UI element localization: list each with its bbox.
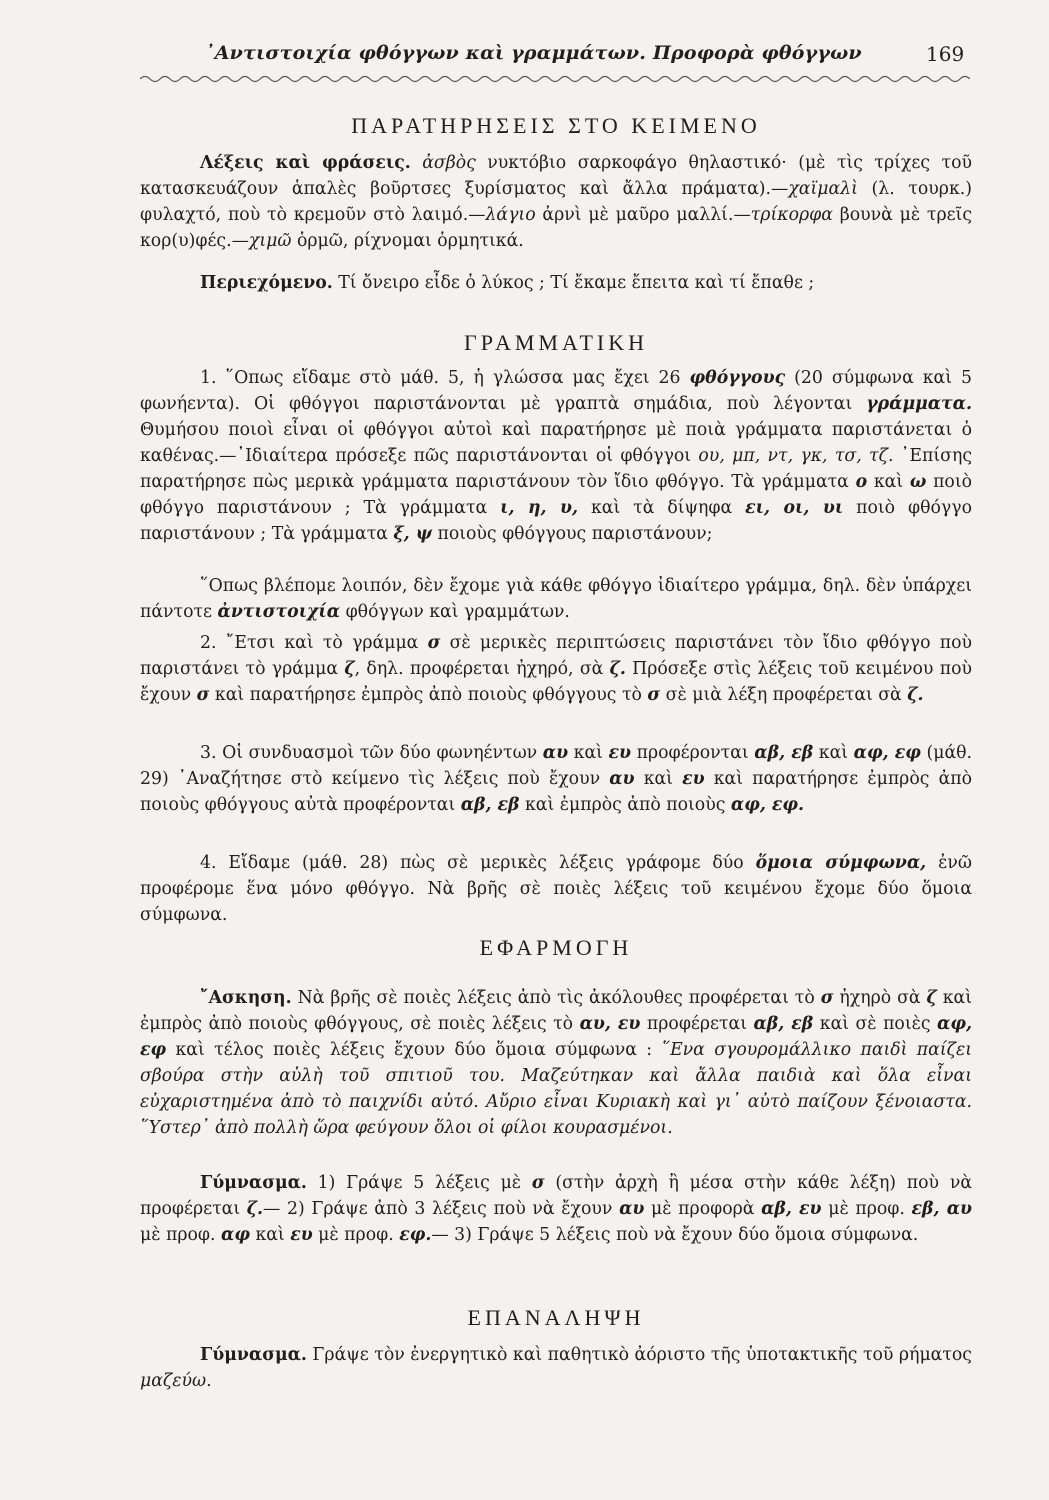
letters: ευ (608, 743, 632, 763)
term: χιμῶ (248, 231, 292, 251)
text-run: καὶ παρατήρησε ἐμπρὸς ἀπὸ ποιοὺς φθόγγους τὸ (209, 685, 648, 705)
wavy-rule (140, 72, 970, 86)
letters: αφ, εφ. (730, 795, 805, 815)
text-run: μὲ προφ. (140, 1225, 222, 1245)
section-heading-notes: ΠΑΡΑΤΗΡΗΣΕΙΣ ΣΤΟ ΚΕΙΜΕΝΟ (351, 113, 761, 138)
text-run: — 3) Γράψε 5 λέξεις ποὺ νὰ ἔχουν δύο ὅμοια σύμφωνα. (431, 1225, 919, 1245)
text-run: καὶ ἐμπρὸς ἀπὸ ποιοὺς φθόγγους, σὲ ποιὲς λέξεις τὸ (140, 988, 972, 1034)
term: τρίκορφα (750, 205, 833, 225)
letters: αυ (619, 1199, 645, 1219)
text-run: 1. ῞Οπως εἴδαμε στὸ μάθ. 5, ἡ γλώσσα μας ἔχει 26 (200, 368, 690, 388)
text-run: Πρόσεξε στὶς λέξεις τοῦ κειμένου ποὺ ἔχουν (140, 659, 972, 705)
text-run: Θυμήσου ποιοὶ εἶναι οἱ φθόγγοι αὐτοὶ καὶ παρατήρησε μὲ ποιὰ γράμματα παριστάνεται ὁ καθένας.—᾽Ιδιαίτερα πρόσεξε πῶς παριστάνονται οἱ φθόγγοι (140, 420, 972, 466)
text-run: καὶ (568, 743, 609, 763)
text-run: καὶ τὰ δίψηφα (578, 498, 746, 518)
letters: εβ, αυ (911, 1199, 972, 1219)
text-run: ἠχηρὸ σὰ (833, 988, 927, 1008)
text-run: (μάθ. 29) ᾽Αναζήτησε στὸ κείμενο τὶς λέξεις ποὺ ἔχουν (140, 743, 973, 789)
text-run: ἐνῶ προφέρομε ἕνα μόνο φθόγγο. Νὰ βρῆς σὲ ποιὲς λέξεις τοῦ κειμένου ἔχομε δύο ὅμοια σύμφωνα. (140, 853, 972, 925)
grammar-paragraph-1 (140, 365, 972, 547)
letters: ευ (682, 769, 705, 789)
letters: εφ. (399, 1225, 432, 1245)
letters: αφ, εφ (853, 743, 921, 763)
text-run: ποιὸ φθόγγο παριστάνουν ; Τὰ γράμματα (140, 472, 973, 518)
letters: αφ, εφ (140, 1014, 972, 1060)
grammar-paragraph-3 (140, 740, 972, 818)
letters: ευ (290, 1225, 313, 1245)
text-run: μὲ προφ. (312, 1225, 400, 1245)
letters: σ (820, 988, 834, 1008)
text-run: ποιὸ φθόγγο παριστάνουν ; Τὰ γράμματα (140, 498, 972, 544)
exercise-paragraph (140, 985, 972, 1141)
emphasis: φθόγγους (689, 368, 786, 388)
paragraph-words-phrases (140, 150, 972, 254)
term: λάγιο (485, 205, 536, 225)
letters: ο (855, 472, 868, 492)
letters: ζ. (609, 659, 626, 679)
letters: αφ (221, 1225, 250, 1245)
text-run: — 2) Γράψε ἀπὸ 3 λέξεις ποὺ νὰ ἔχουν (263, 1199, 620, 1219)
label-words-phrases: Λέξεις καὶ φράσεις. (200, 153, 411, 173)
letters: αβ, εβ (460, 795, 520, 815)
emphasis: ἀντιστοιχία (217, 602, 341, 622)
term: χαϊμαλὶ (788, 179, 858, 199)
text-run: προφέρεται (640, 1014, 754, 1034)
text-run: καὶ παρατήρησε ἐμπρὸς ἀπὸ ποιοὺς φθόγγους αὐτὰ προφέρονται (140, 769, 972, 815)
letters: αβ, εβ (753, 1014, 814, 1034)
letters: ει, οι, υι (745, 498, 844, 518)
text-run: προφέρονται (631, 743, 755, 763)
section-heading-grammar: ΓΡΑΜΜΑΤΙΚΗ (464, 330, 648, 355)
text-run: καὶ ἐμπρὸς ἀπὸ ποιοὺς (519, 795, 731, 815)
text-run: βουνὰ μὲ τρεῖς κορ(υ)φές.— (140, 205, 973, 251)
text-run: σὲ μερικὲς περιπτώσεις παριστάνει τὸν ἴδιο φθόγγο ποὺ παριστάνει τὸ γράμμα (140, 633, 973, 679)
text-run: ἀρνὶ μὲ μαῦρο μαλλί.— (535, 205, 751, 225)
letters: ου, μπ, ντ, γκ, τσ, τζ. (698, 446, 894, 466)
letters: σ (427, 633, 441, 653)
running-title: ᾽Αντιστοιχία φθόγγων καὶ γραμμάτων. Προφορὰ φθόγγων (205, 42, 862, 64)
label-gymnasma-review: Γύμνασμα. (200, 1345, 307, 1365)
exercise-sample-text: ῞Ενα σγουρομάλλικο παιδὶ παίζει σβούρα στὴν αὐλὴ τοῦ σπιτιοῦ του. Μαζεύτηκαν καὶ ἄλλα παιδιὰ καὶ ὅλα εἶναι εὐχαριστημένα ἀπὸ τὸ παιχνίδι αὐτό. Αὔριο εἶναι Κυριακὴ καὶ γι᾽ αὐτὸ παίζουν ξένοιαστα. ῞Υστερ᾽ ἀπὸ πολλὴ ὥρα φεύγουν ὅλοι οἱ φίλοι κουρασμένοι. (140, 1040, 973, 1138)
page-number: 169 (926, 42, 965, 66)
letters: αυ, ευ (579, 1014, 641, 1034)
text-run: καὶ (867, 472, 910, 492)
term: μαζεύω. (140, 1371, 212, 1391)
letters: ζ. (246, 1199, 264, 1219)
text-run: σὲ μιὰ λέξη προφέρεται σὰ (660, 685, 908, 705)
text-run: 2. ῎Ετσι καὶ τὸ γράμμα (200, 633, 428, 653)
review-paragraph (140, 1342, 972, 1394)
letters: ι, η, υ, (500, 498, 579, 518)
text-run: καὶ τέλος ποιὲς λέξεις ἔχουν δύο ὅμοια σύμφωνα : (166, 1040, 662, 1060)
letters: αβ, εβ (754, 743, 814, 763)
text-run: 3. Οἱ συνδυασμοὶ τῶν δύο φωνηέντων (200, 743, 543, 763)
letters: αβ, ευ (761, 1199, 822, 1219)
text-run: μὲ προφορὰ (644, 1199, 762, 1219)
text-run: καὶ (249, 1225, 291, 1245)
text-run: ῞Οπως βλέπομε λοιπόν, δὲν ἔχομε γιὰ κάθε φθόγγο ἰδιαίτερο γράμμα, δηλ. δὲν ὑπάρχει πάντοτε (140, 576, 972, 622)
grammar-paragraph-1b (140, 573, 972, 625)
text-run: φθόγγων καὶ γραμμάτων. (340, 602, 570, 622)
text-run: Νὰ βρῆς σὲ ποιὲς λέξεις ἀπὸ τὶς ἀκόλουθες προφέρεται τὸ (291, 988, 821, 1008)
emphasis: ὅμοια σύμφωνα, (755, 853, 927, 873)
text-run: ποιοὺς φθόγγους παριστάνουν; (431, 524, 713, 544)
label-content: Περιεχόμενο. (200, 273, 333, 293)
text-run: (20 σύμφωνα καὶ 5 φωνήεντα). Οἱ φθόγγοι παριστάνονται μὲ γραπτὰ σημάδια, ποὺ λέγονται (140, 368, 972, 414)
text-run: Γράψε τὸν ἐνεργητικὸ καὶ παθητικὸ ἀόριστο τῆς ὑποτακτικῆς τοῦ ρήματος (306, 1345, 972, 1365)
text-run: (στὴν ἀρχὴ ἢ μέσα στὴν κάθε λέξη) ποὺ νὰ προφέρεται (140, 1173, 972, 1219)
text-run: ᾽Επίσης παρατήρησε πὼς μερικὰ γράμματα παριστάνουν τὸν ἴδιο φθόγγο. Τὰ γράμματα (140, 446, 973, 492)
grammar-paragraph-4 (140, 850, 972, 928)
paragraph-content (140, 270, 972, 296)
letters: ζ. (907, 685, 924, 705)
text-run: (λ. τουρκ.) φυλαχτό, ποὺ τὸ κρεμοῦν στὸ λαιμό.— (140, 179, 973, 225)
letters: σ (531, 1173, 545, 1193)
letters: ω (909, 472, 927, 492)
label-exercise: ῎Ασκηση. (200, 988, 292, 1008)
text-run: Τί ὄνειρο εἶδε ὁ λύκος ; Τί ἔκαμε ἔπειτα καὶ τί ἔπαθε ; (332, 273, 815, 293)
letters: σ (647, 685, 661, 705)
letters: ζ (344, 659, 355, 679)
text-run: 4. Εἴδαμε (μάθ. 28) πὼς σὲ μερικὲς λέξεις γράφομε δύο (200, 853, 756, 873)
letters: ξ, ψ (393, 524, 432, 544)
text-run: καὶ (634, 769, 683, 789)
letters: σ (196, 685, 210, 705)
emphasis: γράμματα. (866, 394, 972, 414)
text-run: νυκτόβιο σαρκοφάγο θηλαστικό· (μὲ τὶς τρίχες τοῦ κατασκευάζουν ἁπαλὲς βοῦρτσες ξυρίσματος καὶ ἄλλα πράματα).— (140, 153, 972, 199)
letters: αυ (609, 769, 635, 789)
text-run: ὁρμῶ, ρίχνομαι ὁρμητικά. (291, 231, 524, 251)
grammar-paragraph-2 (140, 630, 972, 708)
term: ἀσβὸς (422, 153, 476, 173)
gymnasma-paragraph (140, 1170, 972, 1248)
text-run: καὶ σὲ ποιὲς (813, 1014, 938, 1034)
label-gymnasma: Γύμνασμα. (200, 1173, 307, 1193)
section-heading-review: ΕΠΑΝΑΛΗΨΗ (467, 1305, 645, 1330)
text-run: μὲ προφ. (821, 1199, 912, 1219)
letters: αυ (542, 743, 569, 763)
text-run: 1) Γράψε 5 λέξεις μὲ (306, 1173, 532, 1193)
section-heading-application: ΕΦΑΡΜΟΓΗ (479, 935, 633, 960)
text-run: , δηλ. προφέρεται ἠχηρό, σὰ (354, 659, 610, 679)
letters: ζ (926, 988, 937, 1008)
text-run: καὶ (813, 743, 854, 763)
